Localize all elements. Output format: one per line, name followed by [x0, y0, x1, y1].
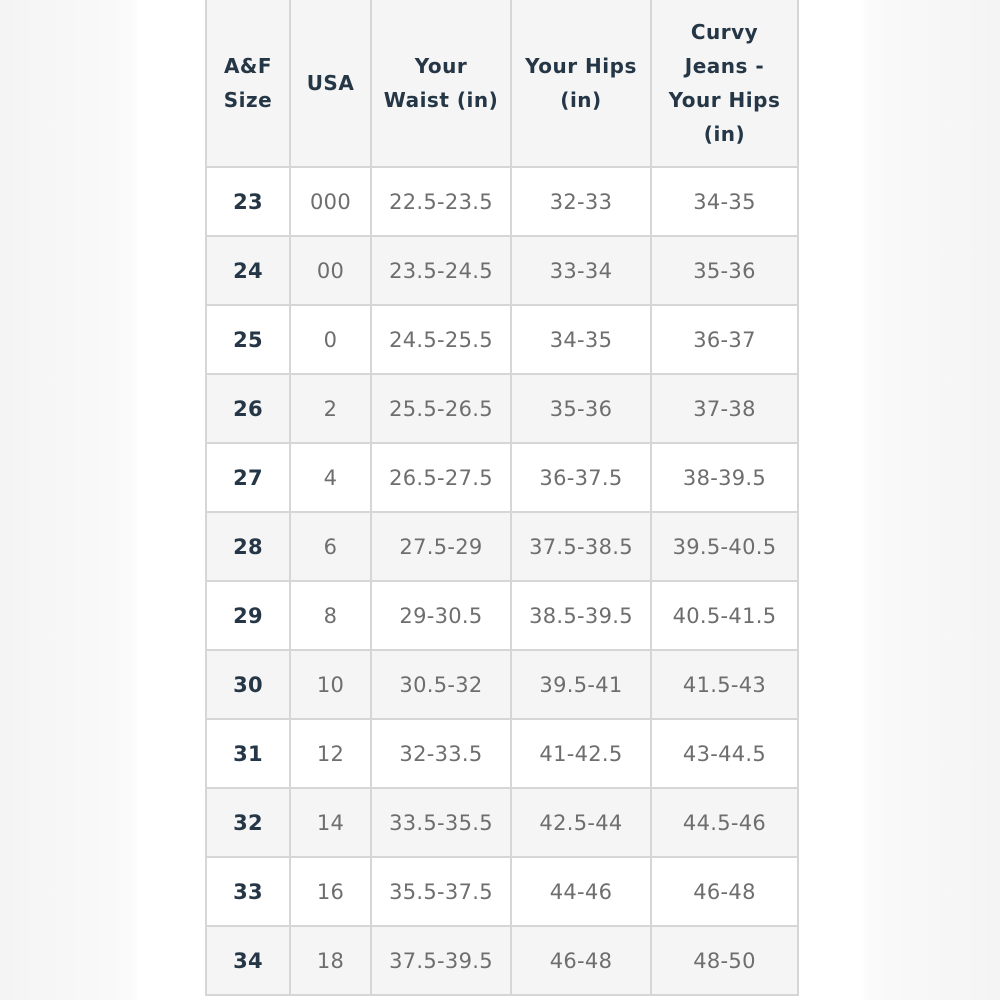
cell-af-size: 29 [206, 581, 290, 650]
cell-hips: 39.5-41 [511, 650, 651, 719]
cell-usa: 6 [290, 512, 371, 581]
table-row [206, 857, 798, 926]
cell-usa: 000 [290, 167, 371, 236]
cell-usa: 2 [290, 374, 371, 443]
cell-curvy-hips: 35-36 [651, 236, 798, 305]
cell-hips: 46-48 [511, 926, 651, 995]
cell-usa: 10 [290, 650, 371, 719]
cell-usa: 0 [290, 305, 371, 374]
cell-hips: 32-33 [511, 167, 651, 236]
cell-hips: 42.5-44 [511, 788, 651, 857]
table-row [206, 926, 798, 995]
table-row [206, 788, 798, 857]
table-body [206, 167, 798, 995]
cell-waist: 29-30.5 [371, 581, 511, 650]
cell-curvy-hips: 46-48 [651, 857, 798, 926]
header-curvy-hips [651, 0, 798, 167]
cell-waist: 32-33.5 [371, 719, 511, 788]
cell-hips: 37.5-38.5 [511, 512, 651, 581]
header-waist [371, 0, 511, 167]
cell-usa: 16 [290, 857, 371, 926]
cell-waist: 33.5-35.5 [371, 788, 511, 857]
cell-usa: 8 [290, 581, 371, 650]
header-hips [511, 0, 651, 167]
cell-curvy-hips: 34-35 [651, 167, 798, 236]
cell-waist: 37.5-39.5 [371, 926, 511, 995]
cell-curvy-hips: 37-38 [651, 374, 798, 443]
cell-curvy-hips: 48-50 [651, 926, 798, 995]
cell-af-size: 32 [206, 788, 290, 857]
table-row [206, 167, 798, 236]
cell-hips: 34-35 [511, 305, 651, 374]
header-curvy-hips-label: Curvy Jeans - Your Hips (in) [668, 20, 781, 146]
table-row [206, 512, 798, 581]
table-row [206, 581, 798, 650]
header-row [206, 0, 798, 167]
cell-waist: 26.5-27.5 [371, 443, 511, 512]
cell-waist: 24.5-25.5 [371, 305, 511, 374]
cell-hips: 41-42.5 [511, 719, 651, 788]
cell-af-size: 34 [206, 926, 290, 995]
cell-usa: 18 [290, 926, 371, 995]
cell-hips: 35-36 [511, 374, 651, 443]
cell-af-size: 30 [206, 650, 290, 719]
header-waist-label: Your Waist (in) [383, 54, 499, 112]
cell-waist: 35.5-37.5 [371, 857, 511, 926]
cell-af-size: 26 [206, 374, 290, 443]
table-row [206, 236, 798, 305]
cell-hips: 44-46 [511, 857, 651, 926]
header-usa-label: USA [306, 71, 355, 95]
header-af-size [206, 0, 290, 167]
table-row [206, 719, 798, 788]
cell-waist: 27.5-29 [371, 512, 511, 581]
table-row [206, 305, 798, 374]
header-usa [290, 0, 371, 167]
cell-hips: 33-34 [511, 236, 651, 305]
table-row [206, 443, 798, 512]
cell-curvy-hips: 43-44.5 [651, 719, 798, 788]
cell-waist: 25.5-26.5 [371, 374, 511, 443]
cell-af-size: 31 [206, 719, 290, 788]
cell-usa: 4 [290, 443, 371, 512]
cell-waist: 22.5-23.5 [371, 167, 511, 236]
cell-af-size: 28 [206, 512, 290, 581]
cell-hips: 38.5-39.5 [511, 581, 651, 650]
cell-curvy-hips: 36-37 [651, 305, 798, 374]
cell-curvy-hips: 38-39.5 [651, 443, 798, 512]
table-row [206, 374, 798, 443]
header-af-size-label: A&F Size [223, 54, 273, 112]
cell-waist: 23.5-24.5 [371, 236, 511, 305]
cell-usa: 00 [290, 236, 371, 305]
cell-curvy-hips: 40.5-41.5 [651, 581, 798, 650]
cell-usa: 14 [290, 788, 371, 857]
cell-af-size: 23 [206, 167, 290, 236]
size-chart-table [205, 0, 799, 996]
table-row [206, 650, 798, 719]
cell-usa: 12 [290, 719, 371, 788]
cell-af-size: 25 [206, 305, 290, 374]
cell-curvy-hips: 44.5-46 [651, 788, 798, 857]
cell-curvy-hips: 39.5-40.5 [651, 512, 798, 581]
cell-hips: 36-37.5 [511, 443, 651, 512]
cell-curvy-hips: 41.5-43 [651, 650, 798, 719]
cell-af-size: 27 [206, 443, 290, 512]
cell-af-size: 33 [206, 857, 290, 926]
header-hips-label: Your Hips (in) [525, 54, 637, 112]
cell-af-size: 24 [206, 236, 290, 305]
cell-waist: 30.5-32 [371, 650, 511, 719]
